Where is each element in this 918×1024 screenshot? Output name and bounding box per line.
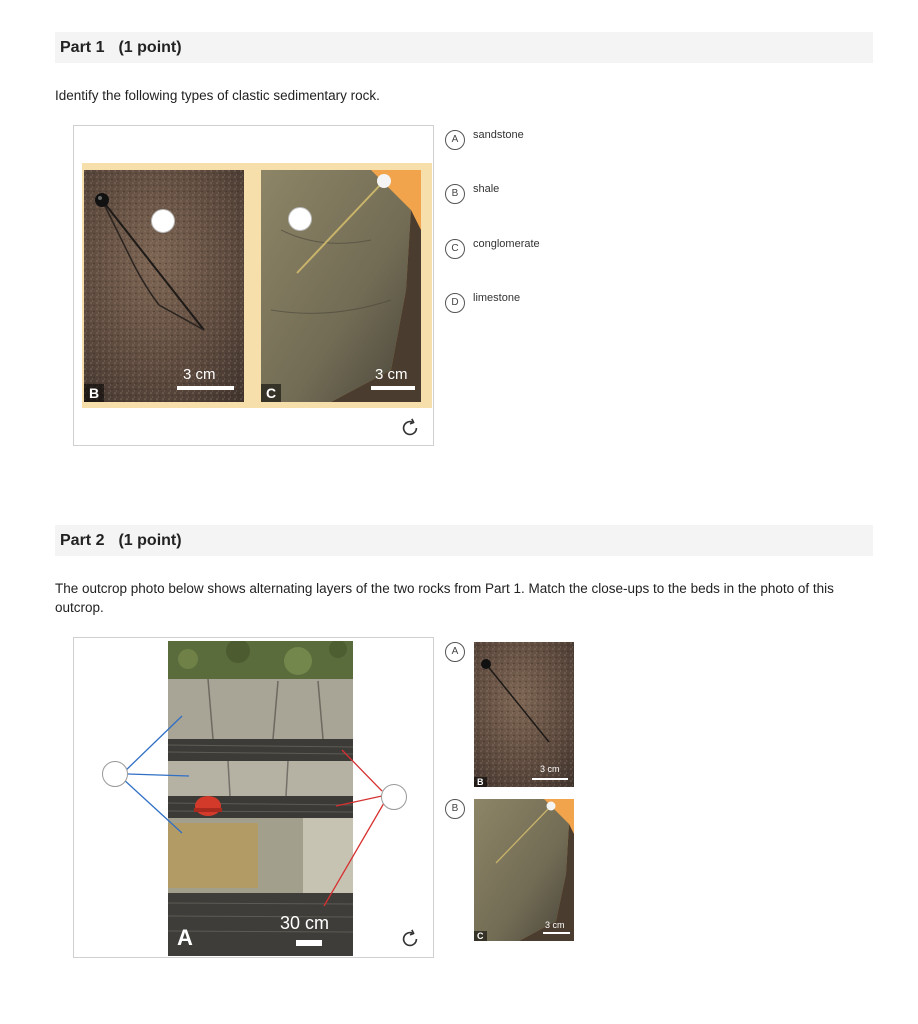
part1-option-c[interactable] xyxy=(445,239,540,259)
part2-points: (1 point) xyxy=(118,532,182,549)
rock-c-label: C xyxy=(261,384,281,402)
thumbnail-b-label: B xyxy=(474,777,487,787)
thumbnail-c-scale-label: 3 cm xyxy=(545,920,565,930)
option-letter-d[interactable]: D xyxy=(445,293,465,313)
rock-c-scale-bar xyxy=(371,386,415,390)
thumbnail-b-scale-bar xyxy=(532,778,568,780)
part1-prompt: Identify the following types of clastic sedimentary rock. xyxy=(55,88,380,103)
option-letter-a[interactable]: A xyxy=(445,642,465,662)
option-text-limestone[interactable]: limestone xyxy=(473,292,521,304)
blue-line-top xyxy=(122,716,182,774)
part1-title: Part 1 xyxy=(60,39,105,56)
part2-option-b[interactable] xyxy=(445,799,465,819)
blue-line-bottom xyxy=(122,778,182,833)
thumbnail-c-label: C xyxy=(474,931,487,941)
option-text-conglomerate[interactable]: conglomerate xyxy=(473,238,540,250)
drop-target-c[interactable] xyxy=(288,207,312,231)
option-text-sandstone[interactable]: sandstone xyxy=(473,129,524,141)
part1-option-b[interactable] xyxy=(445,184,499,204)
reset-icon[interactable] xyxy=(399,417,421,439)
part1-points: (1 point) xyxy=(118,39,182,56)
red-line-bottom xyxy=(324,803,384,906)
option-letter-b[interactable]: B xyxy=(445,799,465,819)
thumbnail-rock-b[interactable] xyxy=(474,642,574,787)
blue-line-middle xyxy=(128,774,189,776)
part1-image-panel xyxy=(73,125,434,446)
part2-header xyxy=(55,525,873,556)
part1-option-a[interactable] xyxy=(445,130,524,150)
outcrop-label: A xyxy=(177,925,193,950)
rock-c-scale-label: 3 cm xyxy=(375,366,408,383)
red-line-top xyxy=(342,750,382,791)
part2-image-panel xyxy=(73,637,434,958)
part2-option-a[interactable] xyxy=(445,642,465,662)
drop-target-sandstone-beds[interactable] xyxy=(102,761,128,787)
part2-prompt: The outcrop photo below shows alternating layers of the two rocks from Part 1. Match the close-ups to the beds in the photo of this outcrop. xyxy=(55,581,834,615)
rock-b-label: B xyxy=(84,384,104,402)
thumbnail-c-scale-bar xyxy=(543,932,570,934)
rock-b-scale-label: 3 cm xyxy=(183,366,216,383)
thumbnail-rock-c[interactable] xyxy=(474,799,574,941)
rock-photo-c xyxy=(261,170,421,402)
thumbnail-b-scale-label: 3 cm xyxy=(540,764,560,774)
part1-option-d[interactable] xyxy=(445,293,520,313)
option-letter-a[interactable]: A xyxy=(445,130,465,150)
outcrop-scale-label: 30 cm xyxy=(280,913,330,933)
drop-target-shale-beds[interactable] xyxy=(381,784,407,810)
reset-icon[interactable] xyxy=(399,928,421,950)
red-line-middle xyxy=(336,796,382,806)
part1-header xyxy=(55,32,873,63)
option-letter-c[interactable]: C xyxy=(445,239,465,259)
part2-title: Part 2 xyxy=(60,532,105,549)
option-text-shale[interactable]: shale xyxy=(473,183,500,195)
option-letter-b[interactable]: B xyxy=(445,184,465,204)
rock-b-scale-bar xyxy=(177,386,234,390)
rock-photo-b xyxy=(84,170,244,402)
drop-target-b[interactable] xyxy=(151,209,175,233)
